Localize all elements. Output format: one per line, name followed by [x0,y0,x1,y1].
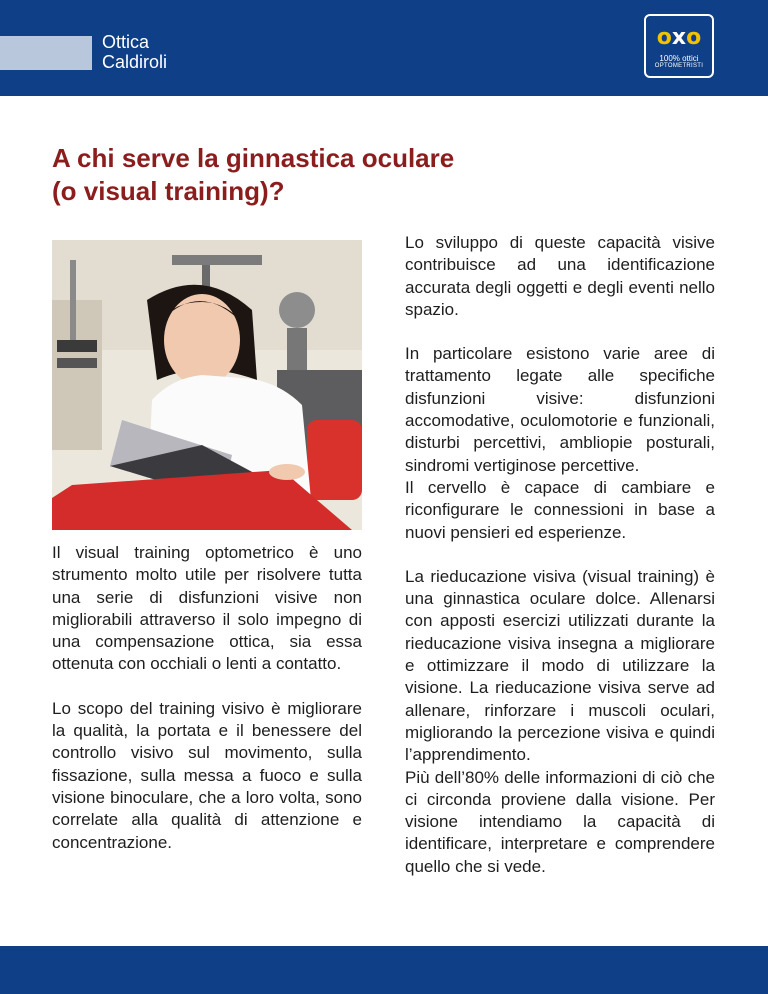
right-paragraph-1: Lo sviluppo di queste capacità visive contribuisce ad una identificazione accurata degli oggetti e degli eventi nello spazio. [405,233,715,319]
brand-line-1: Ottica [102,32,150,52]
left-paragraph-1: Il visual training optometrico è uno strumento molto utile per risolvere tutta una serie di disfunzioni visive non migliorabili attraverso il solo impegno di una compensazione ottica, sia essa ottenuta con occhiali o lenti a contatto. [52,543,362,674]
right-paragraph-3: Il cervello è capace di cambiare e riconfigurare le connessioni in base a nuovi pensieri ed esperienze. [405,477,715,542]
left-column [52,542,362,854]
logo-glyph-left: o [656,25,672,50]
right-paragraph-4: La rieducazione visiva (visual training) è una ginnastica oculare dolce. Allenarsi con apposti esercizi utilizzati durante la rieducazione visiva insegna a migliorare e ottimizzare il modo di utilizzare la visione. La rieducazione visiva serve ad allenare, rinforzare i muscoli oculari, migliorando la percezione visiva e quindi l’apprendimento. [405,566,715,765]
header-banner [0,0,768,96]
right-column [405,232,715,878]
optometrist-photo [52,240,362,530]
logo-glyph-center: x [671,25,687,50]
right-paragraph-2: In particolare esistono varie aree di trattamento legate alle specifiche disfunzioni visive: disfunzioni accomodative, oculomotorie e funzionali, disturbi percettivi, ambliopie posturali, sindromi vertiginose percettive. [405,344,715,475]
optometrist-portrait-photo-icon [52,240,362,530]
article-title [52,142,612,208]
brand-line-2: Caldiroli [102,52,168,72]
title-line-2: (o visual training)? [52,176,285,206]
logo-glyph-right: o [686,25,702,50]
footer-banner [0,946,768,994]
oxo-logo [644,14,714,78]
right-paragraph-5: Più dell’80% delle informazioni di ciò che ci circonda proviene dalla visione. Per visione intendiamo la capacità di identificare, interpretare e comprendere quello che si vede. [405,767,715,876]
header-accent-bar [0,36,92,70]
title-line-1: A chi serve la ginnastica oculare [52,143,455,173]
brand-name [102,32,167,72]
logo-text-line-2: OPTOMETRISTI [654,63,704,69]
left-paragraph-2: Lo scopo del training visivo è migliorare la qualità, la portata e il benessere del controllo visivo sul movimento, sulla fissazione, sulla messa a fuoco e sulla visione binoculare, che a loro volta, sono correlate alla qualità di attenzione e concentrazione. [52,698,362,852]
logo-glyphs [646,26,712,50]
logo-text-line-1: 100% ottici [659,54,699,63]
